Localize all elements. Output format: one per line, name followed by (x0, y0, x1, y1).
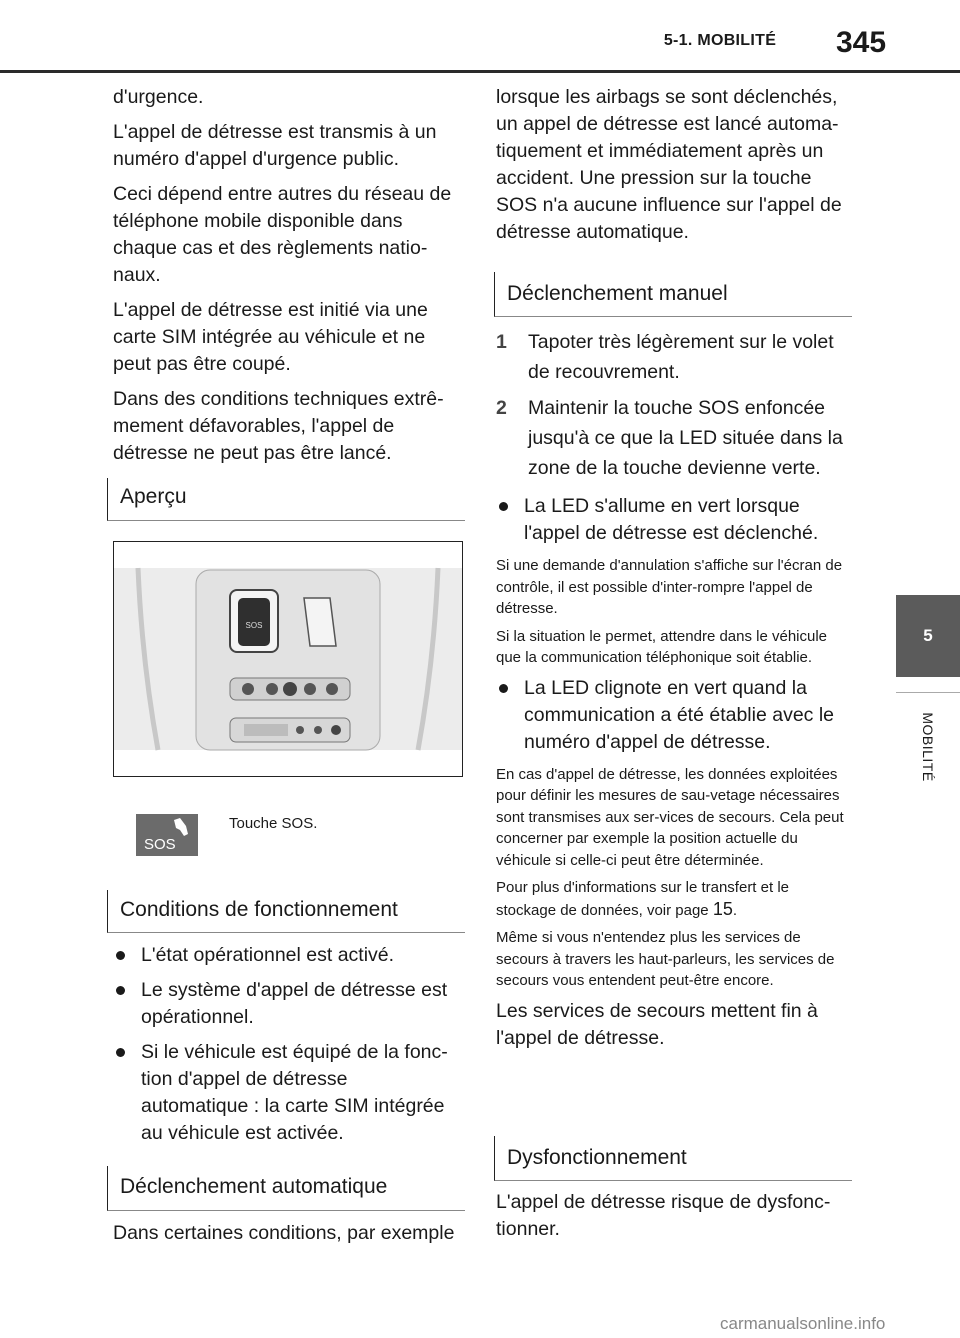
conditions-list (113, 942, 458, 1155)
paragraph: Ceci dépend entre autres du réseau de téléphone mobile disponible dans chaque cas et des règlements natio-naux. (113, 183, 452, 286)
left-intro (113, 84, 468, 475)
note-text: Pour plus d'informations sur le transfert et le stockage de données, voir page (496, 879, 789, 919)
paragraph: Dans certaines conditions, par exemple (113, 1222, 455, 1244)
paragraph: lorsque les airbags se sont déclenchés, un appel de détresse est lancé automa-tiquement et immédiatement après un accident. Une pression sur la touche SOS n'a aucune influence sur l'appel de détresse automatique. (496, 86, 842, 243)
paragraph: L'appel de détresse est initié via une carte SIM intégrée au véhicule et ne peut pas être coupé. (113, 299, 428, 375)
paragraph: L'appel de détresse risque de dysfonc-tionner. (496, 1191, 831, 1240)
watermark: carmanualsonline.info (720, 1314, 886, 1333)
list-item: L'état opérationnel est activé. (113, 942, 458, 969)
svg-text:SOS: SOS (245, 621, 263, 630)
step-item (496, 327, 851, 387)
step-number: 1 (496, 331, 507, 353)
heading-conditions: Conditions de fonctionnement (107, 890, 465, 933)
note (496, 877, 851, 921)
list-item: La LED s'allume en vert lorsque l'appel de détresse est déclenché. (496, 493, 851, 547)
paragraph: L'appel de détresse est transmis à un numéro d'appel d'urgence public. (113, 121, 437, 170)
page-reference-link[interactable]: 15 (712, 898, 733, 919)
step-text: Tapoter très légèrement sur le volet de recouvrement. (528, 331, 834, 383)
step-item (496, 393, 851, 483)
note: Si la situation le permet, attendre dans le véhicule que la communication téléphonique soit établie. (496, 627, 828, 666)
heading-apercu: Aperçu (107, 478, 465, 521)
heading-auto: Déclenchement automatique (107, 1166, 465, 1211)
list-item: Si le véhicule est équipé de la fonc-tion d'appel de détresse automatique : la carte SIM intégrée au véhicule est activée. (113, 1039, 458, 1147)
note-text: . (732, 901, 738, 919)
overview-illustration (113, 541, 463, 777)
right-body (496, 327, 851, 1060)
chapter-label-text: MOBILITÉ (920, 712, 936, 782)
step-text: Maintenir la touche SOS enfoncée jusqu'à ce que la LED située dans la zone de la touche devienne verte. (528, 397, 843, 479)
right-top (496, 84, 851, 254)
step-number: 2 (496, 397, 507, 419)
chapter-label (896, 692, 960, 802)
chapter-tab: 5 (896, 595, 960, 677)
list-item: Le système d'appel de détresse est opérationnel. (113, 977, 458, 1031)
sos-icon-label: SOS (144, 836, 176, 853)
page-number: 345 (835, 26, 887, 59)
paragraph: Dans des conditions techniques extrê-mement défavorables, l'appel de détresse ne peut pas être lancé. (113, 388, 444, 464)
note: Si une demande d'annulation s'affiche sur l'écran de contrôle, il est possible d'inter-rompre l'appel de détresse. (496, 557, 843, 617)
note: Même si vous n'entendez plus les services de secours à travers les haut-parleurs, les services de secours vous entendent peut-être encore. (496, 929, 835, 989)
sos-key-icon (136, 814, 198, 856)
paragraph: Les services de secours mettent fin à l'appel de détresse. (496, 999, 818, 1049)
section-header: 5-1. MOBILITÉ (663, 32, 777, 49)
header-rule (0, 70, 960, 73)
list-item: La LED clignote en vert quand la communication a été établie avec le numéro d'appel de détresse. (496, 675, 851, 756)
paragraph: d'urgence. (113, 86, 204, 108)
note: En cas d'appel de détresse, les données exploitées pour définir les mesures de sau-vetage nécessaires sont transmises aux ser-vices de secours. Cela peut concerner par exemple la position actuelle du véhicule si celle-ci peut être déterminée. (496, 765, 844, 869)
overhead-console-drawing (114, 542, 462, 776)
heading-malfunction: Dysfonctionnement (494, 1136, 852, 1181)
sos-caption: Touche SOS. (229, 815, 318, 832)
heading-manual: Déclenchement manuel (494, 272, 852, 317)
